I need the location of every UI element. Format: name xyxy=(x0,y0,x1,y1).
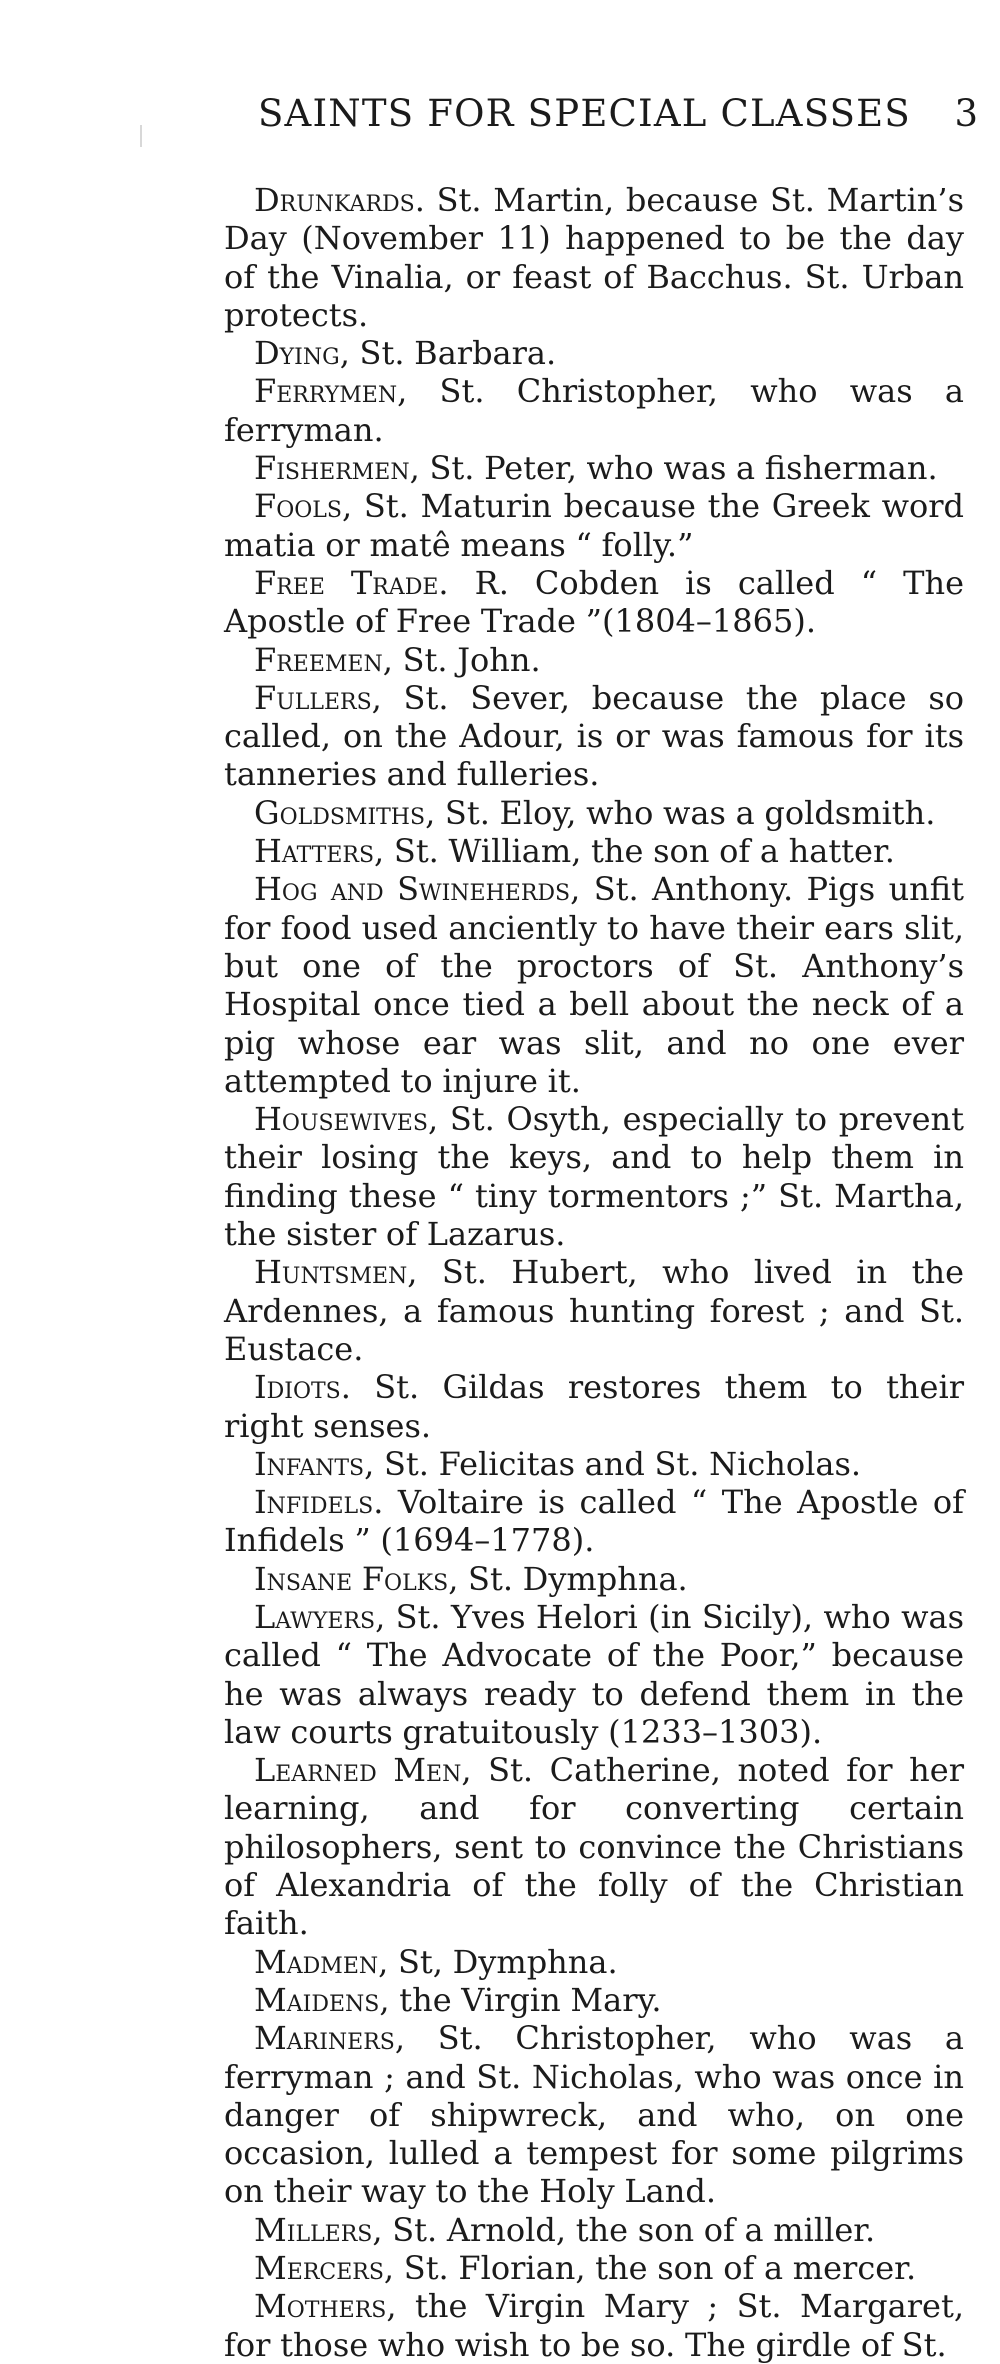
entry-dying xyxy=(224,334,964,372)
entry-freemen xyxy=(224,641,964,679)
entry-text: , St. Christopher, who was a ferryman. xyxy=(224,372,964,449)
entry-goldsmiths xyxy=(224,794,964,832)
entry-insane-folks xyxy=(224,1560,964,1598)
entry-head: Mercers xyxy=(254,2249,384,2288)
entry-text: , St. John. xyxy=(382,640,541,679)
entry-text: . Voltaire is called “ The Apostle of Infidels ” (1694–1778). xyxy=(224,1483,964,1560)
entry-head: Ferrymen xyxy=(254,372,398,411)
entry-maidens xyxy=(224,1981,964,2019)
entry-text: . St. Gildas restores them to their right senses. xyxy=(224,1368,964,1445)
entry-head: Millers xyxy=(254,2210,373,2249)
entry-infants xyxy=(224,1445,964,1483)
entry-head: Hog and Swineherds xyxy=(254,870,571,909)
entry-text: , St. Arnold, the son of a miller. xyxy=(372,2210,876,2249)
entry-head: Goldsmiths xyxy=(254,793,426,832)
entry-head: Learned Men xyxy=(254,1751,462,1790)
entry-head: Housewives xyxy=(254,1100,428,1139)
entry-idiots xyxy=(224,1368,964,1445)
entry-text: , St. Catherine, noted for her learning, and for converting certain philosophers, sent to convince the Christians of Alexandria of the folly of the Christian faith. xyxy=(224,1751,965,1943)
entry-head: Dying xyxy=(254,334,340,373)
entry-learned-men xyxy=(224,1751,964,1942)
entry-text: . R. Cobden is called “ The Apostle of Free Trade ”(1804–1865). xyxy=(224,563,964,641)
entry-text: , St. Christopher, who was a ferryman ; and St. Nicholas, who was once in danger of shipwreck, and who, on one occasion, lulled a tempest for some pilgrims on their way to the Holy Land. xyxy=(224,2019,964,2211)
entry-millers xyxy=(224,2211,964,2249)
page-number: 3 xyxy=(954,92,978,135)
entry-text: , St. Eloy, who was a goldsmith. xyxy=(425,793,936,832)
entry-fishermen xyxy=(224,449,964,487)
entry-head: Drunkards xyxy=(254,181,415,219)
running-head xyxy=(258,92,978,142)
entry-head: Mothers xyxy=(254,2287,387,2326)
entry-text: , St. Anthony. Pigs unfit for food used anciently to have their ears slit, but one of the proctors of St. Anthony’s Hospital once tied a bell about the neck of a pig whose ear was slit, and no one ever attempted to injure it. xyxy=(224,870,964,1100)
entry-head: Fullers xyxy=(254,678,372,717)
entry-fools xyxy=(224,487,964,564)
entry-mariners xyxy=(224,2019,964,2210)
entry-head: Madmen xyxy=(254,1942,379,1981)
entry-drunkards xyxy=(224,181,964,334)
entry-text: , St. Yves Helori (in Sicily), who was called “ The Advocate of the Poor,” because he was always ready to defend them in the law courts gratuitously (1233–1303). xyxy=(224,1597,964,1751)
entry-text: , St. Sever, because the place so called, on the Adour, is or was famous for its tanneries and fulleries. xyxy=(224,678,964,794)
entry-text: , St. Osyth, especially to prevent their losing the keys, and to help them in finding these “ tiny tormentors ;” St. Martha, the sister of Lazarus. xyxy=(224,1100,964,1254)
entry-text: , St. Peter, who was a fisherman. xyxy=(409,449,938,488)
entry-head: Idiots xyxy=(254,1368,341,1407)
entry-text: , the Virgin Mary. xyxy=(379,1980,662,2019)
entry-head: Huntsmen xyxy=(254,1253,408,1292)
entry-infidels xyxy=(224,1483,964,1560)
entry-huntsmen xyxy=(224,1253,964,1368)
entry-text: , St. Barbara. xyxy=(339,334,557,373)
entry-housewives xyxy=(224,1100,964,1253)
entry-mothers xyxy=(224,2287,964,2364)
entry-text: , St. Hubert, who lived in the Ardennes, a famous hunting forest ; and St. Eustace. xyxy=(224,1253,964,1368)
entry-head: Infants xyxy=(254,1444,365,1483)
entry-text: , St. Felicitas and St. Nicholas. xyxy=(364,1444,862,1483)
entry-head: Fishermen xyxy=(254,449,410,488)
entry-mercers xyxy=(224,2249,964,2287)
entry-lawyers xyxy=(224,1598,964,1751)
entry-text: , St. William, the son of a hatter. xyxy=(374,832,895,871)
entry-head: Hatters xyxy=(254,832,375,871)
entry-head: Maidens xyxy=(254,1980,380,2019)
entry-head: Fools xyxy=(254,487,342,526)
entry-text: . St. Martin, because St. Martin’s Day (November 11) happened to be the day of the Vinalia, or feast of Bacchus. St. Urban protects. xyxy=(224,181,964,334)
entry-head: Infidels xyxy=(254,1483,374,1522)
entry-hog-and-swineherds xyxy=(224,870,964,1100)
entry-head: Freemen xyxy=(254,640,383,679)
entry-text: , St. Dymphna. xyxy=(448,1559,688,1598)
body-text xyxy=(224,181,964,2364)
entry-text: , St. Maturin because the Greek word matia or matê means “ folly.” xyxy=(224,487,964,564)
entry-head: Insane Folks xyxy=(254,1559,449,1598)
entry-hatters xyxy=(224,832,964,870)
margin-speck xyxy=(140,125,142,147)
running-title: SAINTS FOR SPECIAL CLASSES xyxy=(258,92,911,135)
entry-free-trade xyxy=(224,564,964,641)
entry-fullers xyxy=(224,679,964,794)
entry-ferrymen xyxy=(224,372,964,449)
entry-head: Mariners xyxy=(254,2019,395,2058)
entry-text: , St, Dymphna. xyxy=(378,1942,618,1981)
entry-text: , the Virgin Mary ; St. Margaret, for those who wish to be so. The girdle of St. xyxy=(224,2287,964,2364)
entry-madmen xyxy=(224,1943,964,1981)
entry-text: , St. Florian, the son of a mercer. xyxy=(383,2249,917,2288)
entry-head: Lawyers xyxy=(254,1597,376,1636)
entry-head: Free Trade xyxy=(254,563,439,602)
